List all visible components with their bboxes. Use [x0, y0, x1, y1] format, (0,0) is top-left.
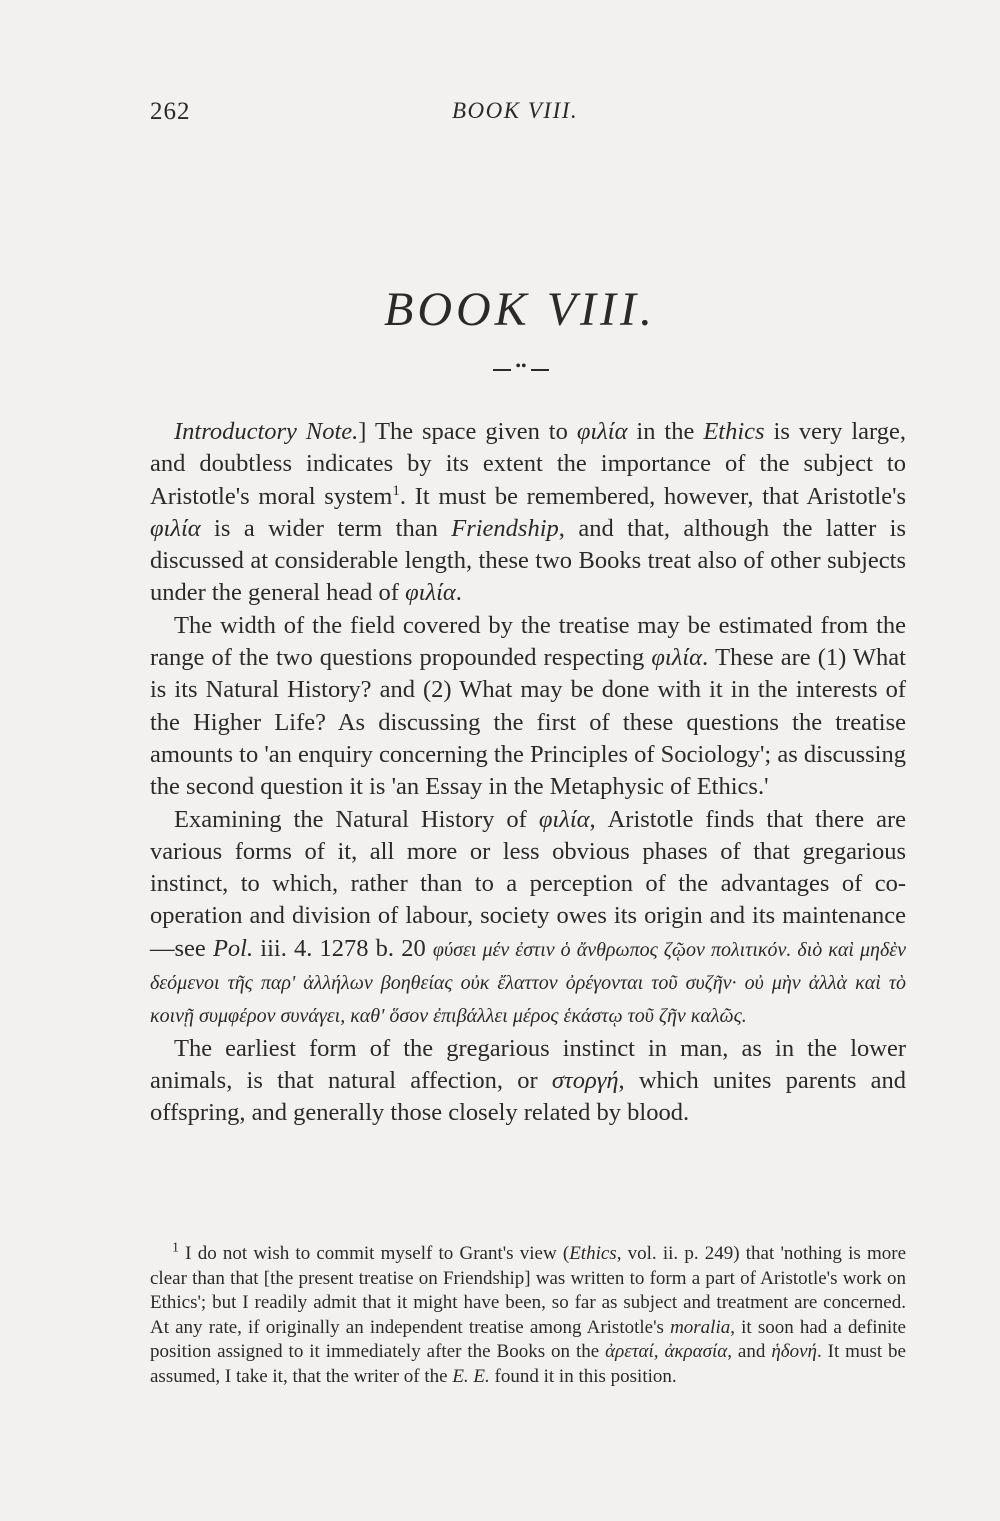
ornament-divider: [493, 358, 549, 378]
text-span: . These are (1) What is its Natural History? and (2) What may be done with it in the interests of the Higher Life? As discussing the first of these questions the treatise amounts to 'an enquiry concerning the Principles of Sociology'; as discussing the second question it is 'an Essay in the Metaphysic of Ethics.': [150, 644, 906, 801]
book-title: BOOK VIII.: [384, 283, 656, 336]
greek-word: φιλία: [405, 579, 456, 607]
text-span: , it soon had a definite position assigned to it immediately after the Books on the: [150, 1316, 906, 1363]
introductory-note-label: Introductory Note.: [174, 418, 359, 445]
greek-word: ἡδονή: [771, 1341, 817, 1363]
text-span: , Aristotle finds that there are various forms of it, all more or less obvious phases of that gregarious instinct, to which, rather than to a perception of the advantages of co-operation and division of labour, society owes its origin and its maintenance—see: [150, 805, 906, 962]
text-span: is a wider term than: [200, 514, 452, 542]
running-title: BOOK VIII.: [452, 98, 579, 123]
italic-title: Ethics: [703, 418, 765, 445]
ornament-line-right: [531, 369, 549, 371]
footnote-mark: 1: [172, 1240, 179, 1256]
ornament-dots: ••: [515, 358, 527, 375]
text-span: , vol. ii. p. 249) that 'nothing is more clear than that [the present treatise on Friendship] was written to form a part of Aristotle's work on Ethics'; but I readily admit that it might have been, so far as subject and treatment are concerned. At any rate, if originally an independent treatise among Aristotle's: [150, 1243, 907, 1338]
italic-citation: Pol.: [212, 934, 254, 962]
italic-term: Friendship: [451, 514, 559, 542]
text-span: . It must be assumed, I take it, that the writer of the: [150, 1341, 906, 1387]
italic-term: moralia: [670, 1316, 731, 1338]
greek-word: φιλία: [576, 418, 628, 445]
text-span: The earliest form of the gregarious instinct in man, as in the lower animals, is that natural affection, or: [150, 1034, 906, 1094]
paragraph-field-covered: [150, 610, 906, 804]
greek-word: στοργή: [551, 1066, 619, 1094]
greek-word: φιλία: [651, 644, 702, 672]
ornament-line-left: [493, 369, 511, 371]
text-span: iii. 4. 1278 b. 20: [253, 934, 433, 962]
italic-title: Ethics: [569, 1243, 617, 1264]
text-span: Examining the Natural History of: [174, 805, 539, 833]
text-span: ] The space given to: [358, 418, 577, 445]
greek-word: φιλία: [538, 805, 590, 833]
greek-word: φιλία: [150, 514, 201, 542]
text-span: found it in this position.: [489, 1365, 677, 1387]
paragraph-earliest-form: [150, 1033, 906, 1130]
text-span: The width of the field covered by the treatise may be estimated from the range of the two questions propounded respecting: [150, 611, 906, 672]
text-span: in the: [627, 418, 704, 445]
paragraph-natural-history: [150, 804, 906, 1033]
text-span: .: [455, 579, 462, 607]
body-text: [150, 416, 906, 1130]
greek-word: ἀρεταί, ἀκρασία: [605, 1341, 728, 1363]
text-span: , and: [727, 1341, 772, 1363]
text-span: , which unites parents and offspring, and generally those closely related by blood.: [150, 1066, 906, 1127]
italic-abbreviation: E. E.: [452, 1365, 490, 1387]
running-head: [150, 98, 910, 138]
page-number: 262: [150, 98, 191, 125]
text-span: is very large, and doubtless indicates by its extent the importance of the subject to Aristotle's moral system: [150, 418, 906, 510]
text-span: , and that, although the latter is discussed at considerable length, these two Books treat also of other subjects under the general head of: [150, 514, 907, 607]
text-span: I do not wish to commit myself to Grant's view (: [179, 1243, 570, 1264]
paragraph-introductory-note: [150, 416, 906, 610]
footnote-1: [150, 1242, 906, 1390]
text-span: . It must be remembered, however, that Aristotle's: [399, 482, 907, 510]
footnotes: [150, 1242, 906, 1390]
greek-quotation: φύσει μέν ἐστιν ὁ ἄνθρωπος ζῷον πολιτικόν. διὸ καὶ μηδὲν δεόμενοι τῆς παρ' ἀλλήλων βοηθείας οὐκ ἔλαττον ὀρέγονται τοῦ συζῆν· οὐ μὴν ἀλλὰ καὶ τὸ κοινῇ συμφέρον συνάγει, καθ' ὅσον ἐπιβάλλει μέρος ἑκάστῳ τοῦ ζῆν καλῶς.: [150, 938, 907, 1028]
footnote-reference: 1: [392, 482, 400, 499]
